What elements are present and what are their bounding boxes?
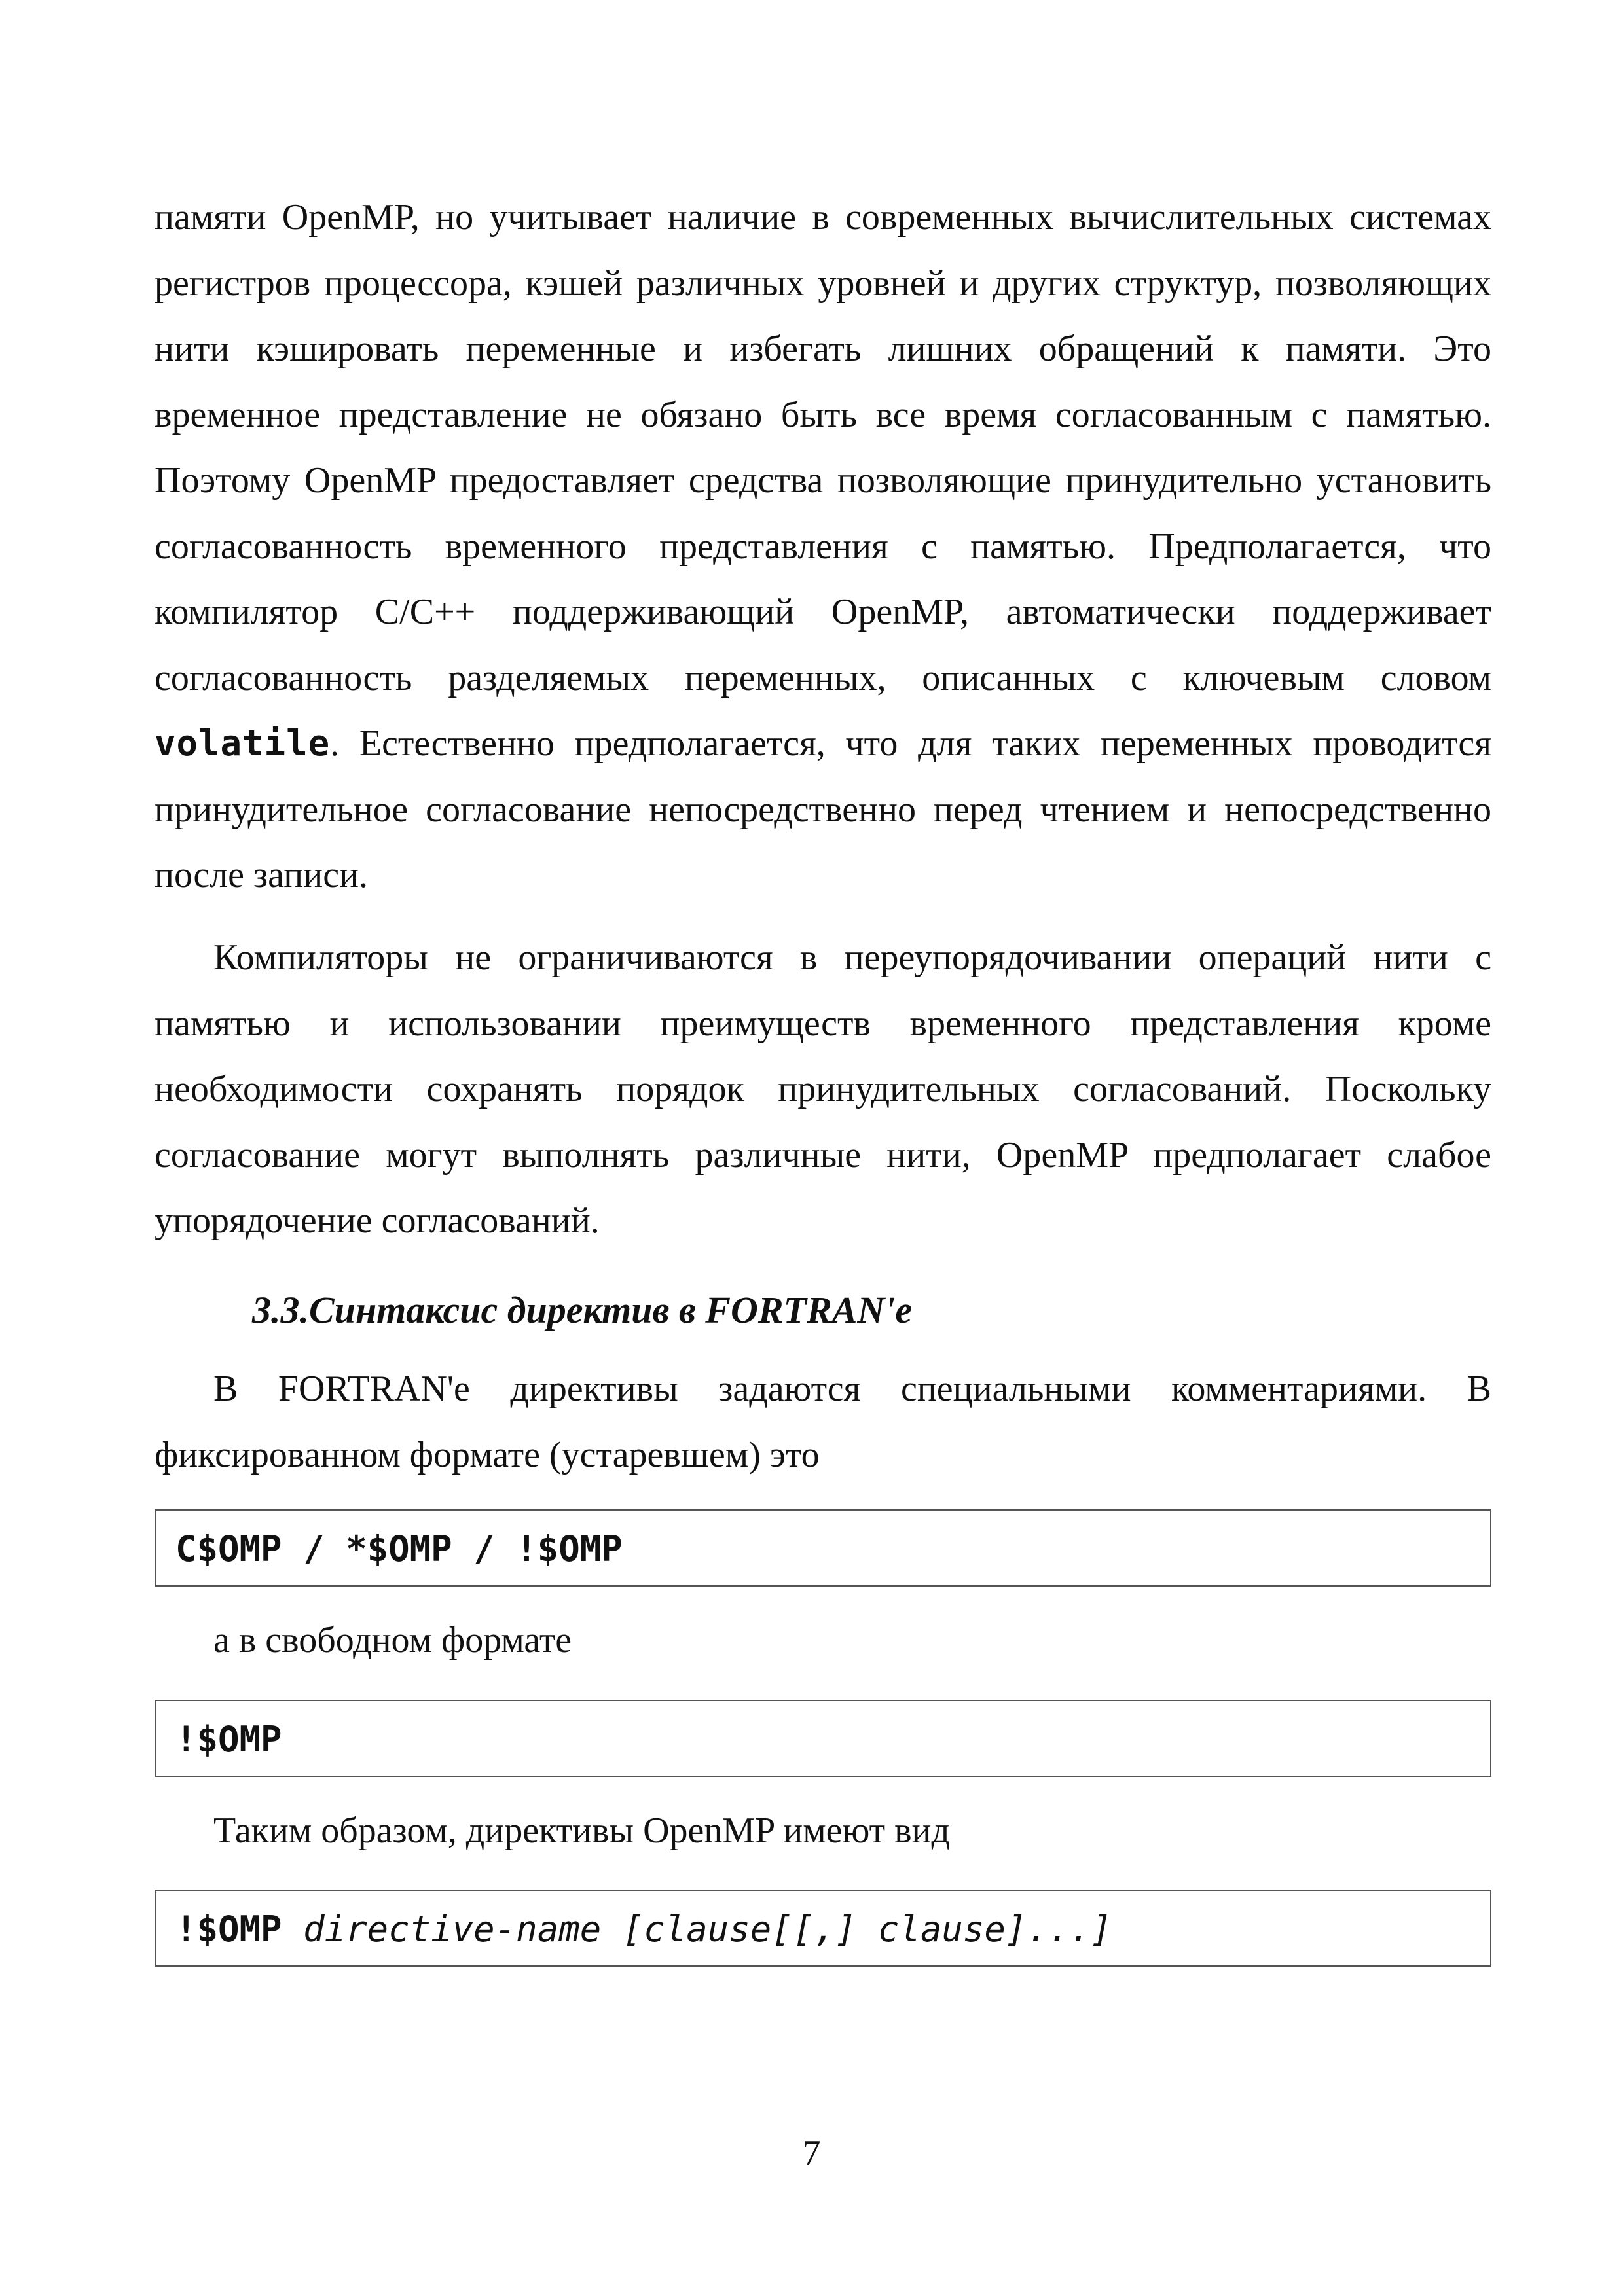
keyword-volatile: volatile bbox=[155, 723, 331, 764]
text-free-format: а в свободном формате bbox=[213, 1620, 572, 1660]
paragraph-compilers: Компиляторы не ограничиваются в переупорядочивании операций нити с памятью и использовании преимуществ временного представления кроме необходимости сохранять порядок принудительных согласований. Поскольку согласование могут выполнять различные нити, OpenMP предполагает слабое упорядочение согласований. bbox=[155, 937, 1491, 1241]
paragraph-text: памяти OpenMP, но учитывает наличие в современных вычислительных системах регистров процессора, кэшей различных уровней и других структур, позволяющих нити кэшировать переменные и избегать лишних обращений к памяти. Это временное представление не обязано быть все время согласованным с памятью. Поэтому OpenMP предоставляет средства позволяющие принудительно установить согласованность временного представления с памятью. Предполагается, что компилятор C/C++ поддерживающий OpenMP, автоматически поддерживает согласованность разделяемых переменных, описанных с ключевым словом bbox=[155, 197, 1491, 698]
section-heading: 3.3.Синтаксис директив в FORTRAN'е bbox=[252, 1289, 913, 1331]
text-directive-form: Таким образом, директивы OpenMP имеют вид bbox=[213, 1810, 950, 1851]
paragraph-text: . Естественно предполагается, что для таких переменных проводится принудительное согласование непосредственно перед чтением и непосредственно после записи. bbox=[155, 723, 1491, 895]
code-block-fixed-format: C$OMP / *$OMP / !$OMP bbox=[155, 1509, 1491, 1587]
paragraph-fortran-directives: В FORTRAN'е директивы задаются специальными комментариями. В фиксированном формате (устаревшем) это bbox=[155, 1369, 1491, 1475]
code-block-directive-syntax bbox=[155, 1890, 1491, 1967]
code-directive-template: directive-name [clause[[,] clause]...] bbox=[282, 1909, 1112, 1950]
code-block-free-format: !$OMP bbox=[155, 1700, 1491, 1777]
page-number: 7 bbox=[802, 2133, 821, 2174]
paragraph-memory-model bbox=[155, 185, 1491, 908]
code-prefix: !$OMP bbox=[175, 1909, 282, 1950]
